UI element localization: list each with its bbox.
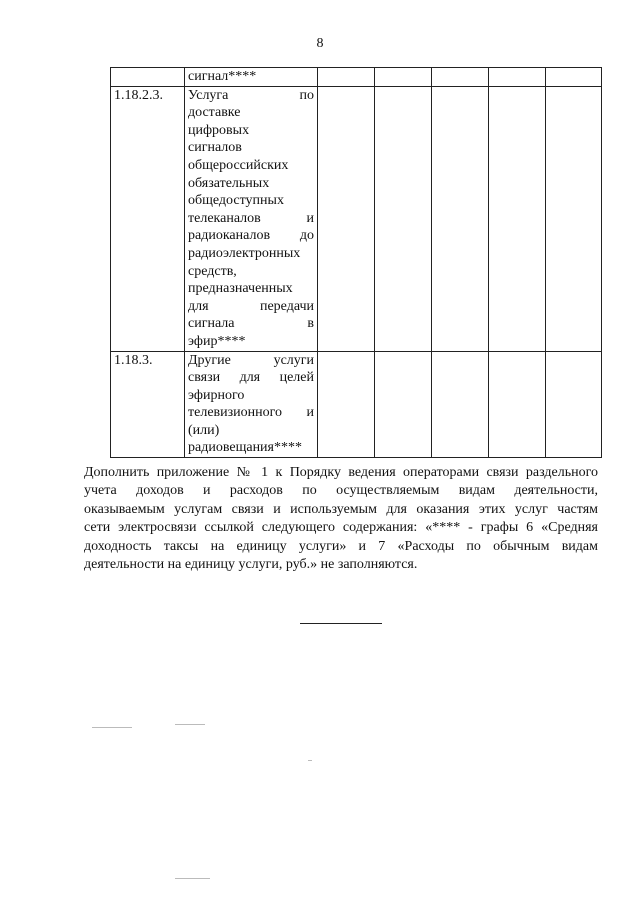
empty-value-cell xyxy=(318,86,375,351)
service-description-cell xyxy=(185,86,318,351)
amendment-paragraph xyxy=(84,464,598,574)
table-row xyxy=(111,86,602,351)
empty-value-cell xyxy=(489,68,546,87)
table-body xyxy=(111,68,602,458)
description-line: телеканалов и xyxy=(188,210,314,226)
description-line: для передачи xyxy=(188,298,314,314)
description-line: предназначенных xyxy=(188,281,293,297)
page-number: 8 xyxy=(316,36,324,51)
description-line: телевизионного и xyxy=(188,405,314,421)
paragraph-line: учета доходов и расходов по осуществляемым видам деятельности, xyxy=(84,483,598,499)
description-line: общедоступных xyxy=(188,193,284,209)
scan-speck xyxy=(308,760,312,761)
description-line: радиоэлектронных xyxy=(188,245,301,261)
empty-value-cell xyxy=(375,351,432,458)
empty-value-cell xyxy=(489,86,546,351)
description-line: сигналов xyxy=(188,140,242,156)
description-line: эфирного xyxy=(188,387,245,403)
empty-value-cell xyxy=(489,351,546,458)
scan-speck xyxy=(92,727,132,728)
description-line: сигнала в xyxy=(188,316,314,332)
description-line: общероссийских xyxy=(188,157,289,173)
description-line: эфир**** xyxy=(188,333,246,349)
empty-value-cell xyxy=(546,86,602,351)
row-number-cell xyxy=(111,68,185,87)
description-line: радиовещания**** xyxy=(188,440,302,456)
description-line: доставке xyxy=(188,105,241,121)
empty-value-cell xyxy=(432,351,489,458)
service-description-cell xyxy=(185,351,318,458)
empty-value-cell xyxy=(546,351,602,458)
description-line: сигнал**** xyxy=(188,69,257,84)
table-row xyxy=(111,351,602,458)
empty-value-cell xyxy=(375,68,432,87)
description-line: обязательных xyxy=(188,175,270,191)
empty-value-cell xyxy=(546,68,602,87)
closing-divider xyxy=(300,623,382,624)
row-number-cell: 1.18.3. xyxy=(111,351,185,458)
service-description-cell xyxy=(185,68,318,87)
paragraph-line: сети электросвязи ссылкой следующего содержания: «**** - графы 6 «Средняя xyxy=(84,520,598,536)
description-line: (или) xyxy=(188,422,220,438)
description-line: цифровых xyxy=(188,122,250,138)
empty-value-cell xyxy=(375,86,432,351)
description-line: связи для целей xyxy=(188,370,314,386)
empty-value-cell xyxy=(318,68,375,87)
empty-value-cell xyxy=(318,351,375,458)
services-table xyxy=(110,67,602,458)
paragraph-line: деятельности на единицу услуги, руб.» не заполняются. xyxy=(84,557,418,573)
description-line: средств, xyxy=(188,263,237,279)
paragraph-line: Дополнить приложение № 1 к Порядку ведения операторами связи раздельного xyxy=(84,465,598,480)
empty-value-cell xyxy=(432,86,489,351)
description-line: радиоканалов до xyxy=(188,228,314,244)
scan-speck xyxy=(175,724,205,725)
empty-value-cell xyxy=(432,68,489,87)
description-line: Другие услуги xyxy=(188,352,314,368)
paragraph-line: доходность таксы на единицу услуги» и 7 «Расходы по обычным видам xyxy=(84,538,598,554)
description-line: Услуга по xyxy=(188,87,314,103)
paragraph-line: оказываемым услугам связи и используемым для оказания этих услуг частям xyxy=(84,501,598,517)
scan-speck xyxy=(175,878,210,879)
row-number-cell: 1.18.2.3. xyxy=(111,86,185,351)
table-row xyxy=(111,68,602,87)
